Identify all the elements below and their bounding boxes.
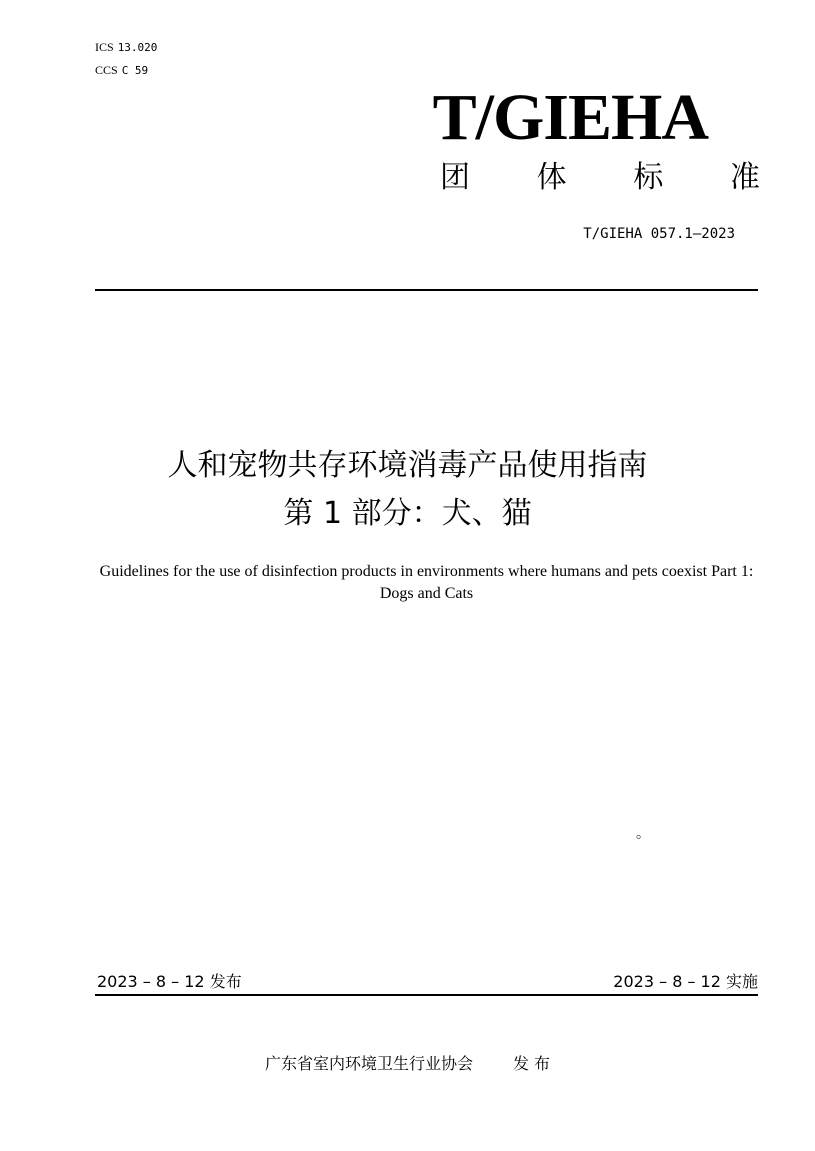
footer-divider xyxy=(95,994,758,996)
standard-number: T/GIEHA 057.1—2023 xyxy=(583,226,735,242)
ics-code xyxy=(95,40,157,55)
standard-type-char: 准 xyxy=(729,160,760,195)
ccs-code xyxy=(95,63,148,78)
stray-mark: 。 xyxy=(636,826,650,842)
publisher-action: 发 布 xyxy=(512,1054,551,1073)
ics-value: 13.020 xyxy=(117,41,158,54)
standard-type-char: 标 xyxy=(633,160,664,195)
standard-logo: T/GIEHA xyxy=(432,81,708,154)
title-en: Guidelines for the use of disinfection products in environments where humans and pets coexist Part 1: Dogs and Cats xyxy=(99,563,754,602)
ccs-label: CCS xyxy=(95,63,118,77)
header-divider xyxy=(95,289,758,291)
standard-type-char: 团 xyxy=(440,160,470,195)
release-date: 2023 – 8 – 12 发布 xyxy=(97,972,242,991)
standard-type xyxy=(440,158,760,198)
implement-date: 2023 – 8 – 12 实施 xyxy=(613,972,758,991)
title-cn-line2: 第 1 部分：犬、猫 xyxy=(283,496,532,531)
ics-label: ICS xyxy=(95,40,114,54)
publisher-line xyxy=(0,1053,815,1075)
ccs-value: C 59 xyxy=(121,64,149,77)
title-cn-line1: 人和宠物共存环境消毒产品使用指南 xyxy=(167,448,648,483)
standard-type-char: 体 xyxy=(536,160,567,195)
publisher-name: 广东省室内环境卫生行业协会 xyxy=(264,1054,473,1073)
